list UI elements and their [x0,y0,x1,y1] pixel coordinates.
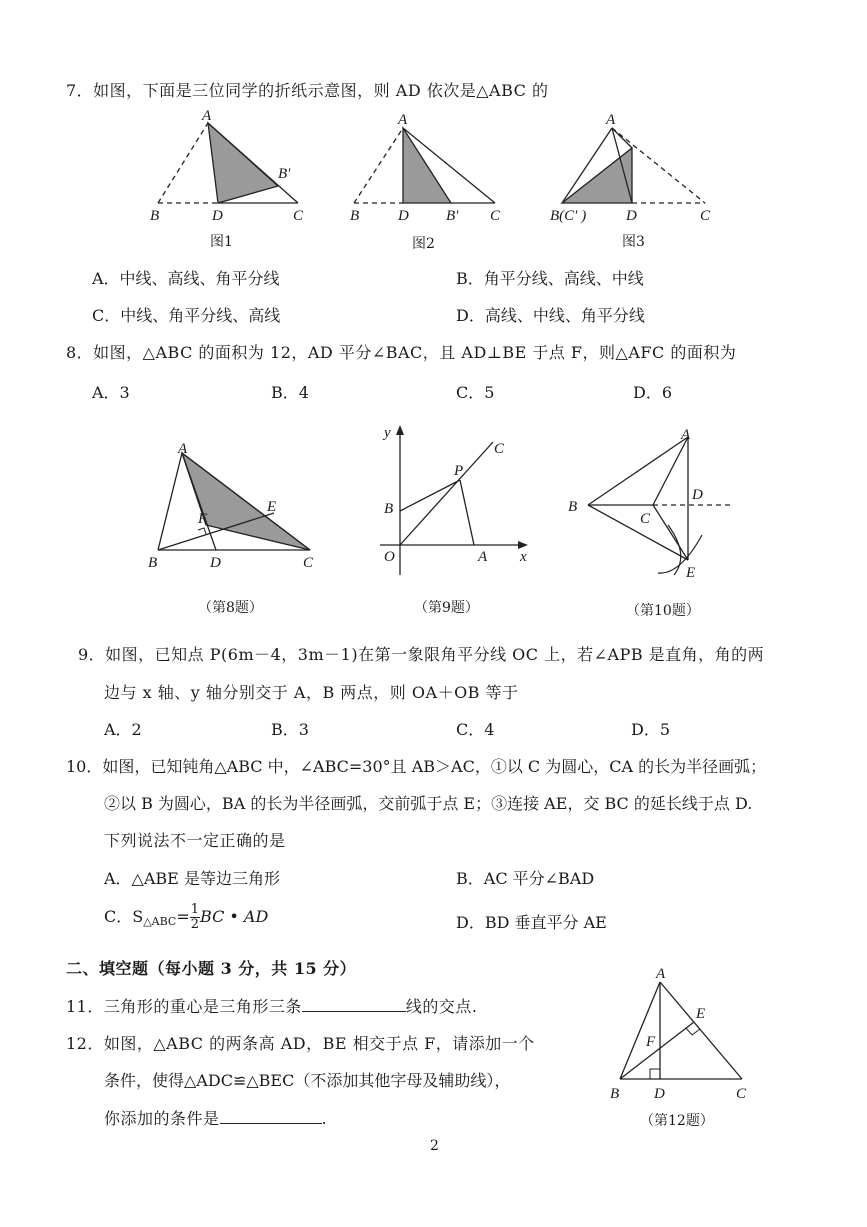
fig8-label-b: B [148,555,158,571]
q8-caption: （第8题） [198,600,263,616]
fig10-label-e: E [686,565,696,581]
fig9-label-y: y [384,425,391,441]
fig2-label-a: A [398,112,408,128]
fig12-label-e: E [696,1006,706,1022]
fig2-label-b: B [350,208,360,224]
q8-option-c: C．5 [456,383,495,402]
fig10-label-a: A [681,427,691,443]
q8-option-b: B．4 [271,383,309,402]
q12-figure [600,962,760,1102]
fig10-label-c: C [640,511,651,527]
q7-caption-1: 图1 [210,234,233,250]
q7-option-c: C．中线、角平分线、高线 [92,306,281,325]
q12-line-2: 条件，使得△ADC≌△BEC（不添加其他字母及辅助线）， [104,1071,511,1090]
q9-option-a: A．2 [104,720,142,739]
fig9-label-x: x [520,549,527,565]
q12-answer-blank[interactable] [220,1109,322,1124]
q7-option-b: B．角平分线、高线、中线 [456,269,644,288]
fig3-label-a: A [606,112,616,128]
q9-option-d: D．5 [631,720,671,739]
q9-figure [370,425,540,580]
q9-option-b: B．3 [271,720,309,739]
q12-suffix: . [321,1109,328,1128]
fig12-label-f: F [646,1034,656,1050]
q9-line-1: 9．如图，已知点 P(6m－4，3m－1)在第一象限角平分线 OC 上，若∠APB 是直角，角的两 [78,645,765,664]
q10-line-2: ②以 B 为圆心，BA 的长为半径画弧，交前弧于点 E；③连接 AE，交 BC 的延长线于点 D. [104,794,753,813]
fraction-denominator: 2 [190,917,200,932]
q11-prefix: 11．三角形的重心是三角形三条 [66,997,302,1016]
fig1-label-a: A [202,108,212,124]
fig1-label-b1: B′ [278,166,291,182]
fig10-label-b: B [568,499,578,515]
fig12-label-a: A [656,966,666,982]
q10-line-1: 10．如图，已知钝角△ABC 中，∠ABC=30°且 AB＞AC，①以 C 为圆心，CA 的长为半径画弧； [66,757,767,776]
fig2-label-c: C [490,208,501,224]
q8-option-a: A．3 [92,383,130,402]
fig8-label-f: F [198,511,208,527]
q9-caption: （第9题） [414,600,479,616]
q10-figure [560,425,740,590]
q7-option-d: D．高线、中线、角平分线 [456,306,645,325]
q7-figure-1 [140,108,330,228]
q10-line-3: 下列说法不一定正确的是 [104,831,286,850]
q10-option-c-rest: BC • AD [200,907,269,926]
q10-option-a: A．△ABE 是等边三角形 [104,869,280,888]
fig8-label-e: E [267,499,277,515]
q12-prefix: 你添加的条件是 [104,1109,220,1128]
q9-line-2: 边与 x 轴、y 轴分别交于 A，B 两点，则 OA＋OB 等于 [104,683,519,702]
q11-suffix: 线的交点. [405,997,478,1016]
fig9-label-a: A [478,549,488,565]
q7-figure-2 [340,108,520,228]
q10-option-b: B．AC 平分∠BAD [456,869,595,888]
q10-option-c [104,903,268,932]
q7-text: 7．如图，下面是三位同学的折纸示意图，则 AD 依次是△ABC 的 [66,81,549,100]
q10-option-c-subscript: △ABC [143,915,177,928]
fig3-label-c: C [700,208,711,224]
q7-caption-3: 图3 [622,234,645,250]
q7-caption-2: 图2 [412,236,435,252]
q7-option-a: A．中线、高线、角平分线 [92,269,280,288]
q11-text [66,994,477,1017]
fig3-label-b: B(C′ ) [550,208,587,224]
page-number: 2 [430,1138,439,1154]
q10-option-c-equals: = [176,907,190,926]
fig12-label-c: C [736,1086,747,1102]
fig1-label-c: C [293,208,304,224]
fig12-label-d: D [654,1086,665,1102]
q7-figure-3 [540,108,730,228]
section-2-title: 二、填空题（每小题 3 分，共 15 分） [66,959,357,978]
q10-option-c-prefix: C．S [104,907,144,926]
fraction-numerator: 1 [190,902,200,917]
fig1-label-b: B [150,208,160,224]
fig8-label-c: C [303,555,314,571]
fig1-label-d: D [212,208,223,224]
q12-caption: （第12题） [640,1113,714,1129]
fig8-label-d: D [210,555,221,571]
fig9-label-o: O [384,549,395,565]
fig9-label-c: C [494,441,505,457]
q11-answer-blank[interactable] [302,997,406,1012]
fig2-label-b1: B′ [446,208,459,224]
fig8-label-a: A [178,441,188,457]
q10-caption: （第10题） [626,603,700,619]
fig9-label-b: B [384,501,394,517]
fig10-label-d: D [692,487,703,503]
fig3-label-d: D [626,208,637,224]
q10-option-d: D．BD 垂直平分 AE [456,913,607,932]
q8-figure [140,435,330,575]
q8-text: 8．如图，△ABC 的面积为 12，AD 平分∠BAC，且 AD⊥BE 于点 F，则△AFC 的面积为 [66,343,737,362]
q12-line-1: 12．如图，△ABC 的两条高 AD，BE 相交于点 F，请添加一个 [66,1034,535,1053]
fig12-label-b: B [610,1086,620,1102]
q8-option-d: D．6 [633,383,673,402]
fig2-label-d: D [398,208,409,224]
q12-line-3 [104,1106,327,1129]
q10-option-c-fraction [190,903,200,932]
q9-option-c: C．4 [456,720,495,739]
fig9-label-p: P [454,463,464,479]
